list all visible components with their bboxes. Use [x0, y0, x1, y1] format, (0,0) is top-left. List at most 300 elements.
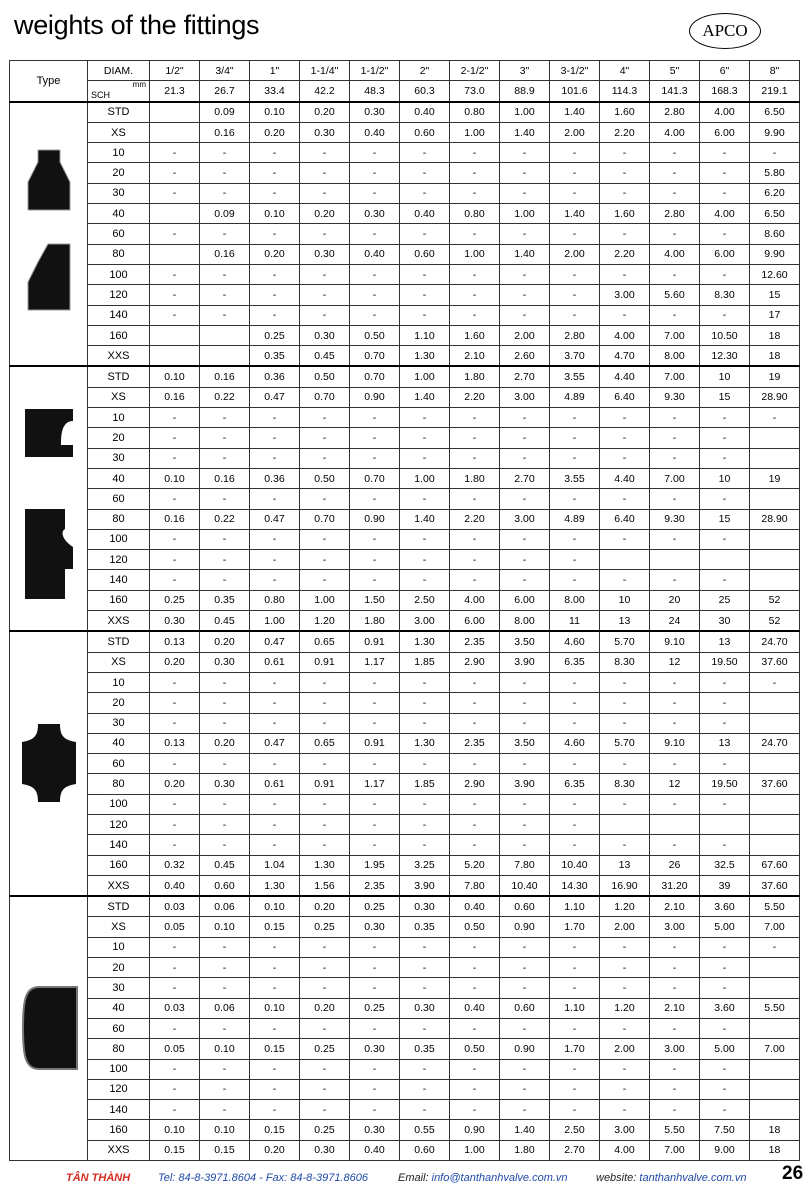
weight-cell: -	[450, 814, 500, 834]
weight-cell: -	[600, 428, 650, 448]
weight-cell: 0.06	[200, 896, 250, 917]
weight-cell: -	[550, 570, 600, 590]
weight-cell: -	[350, 529, 400, 549]
weight-cell: 10.40	[550, 855, 600, 875]
weight-cell: 0.32	[150, 855, 200, 875]
weight-cell: -	[200, 428, 250, 448]
weight-cell: -	[550, 550, 600, 570]
weight-cell: 0.30	[350, 917, 400, 937]
weight-cell: -	[500, 835, 550, 855]
weight-cell: 2.80	[650, 204, 700, 224]
weight-cell: 26	[650, 855, 700, 875]
weight-cell: 0.20	[300, 896, 350, 917]
sch-cell: 40	[88, 998, 150, 1018]
weight-cell: 1.20	[600, 896, 650, 917]
weight-cell: 0.30	[350, 1120, 400, 1140]
weight-cell: 0.40	[400, 102, 450, 123]
sch-cell: STD	[88, 896, 150, 917]
weight-cell: 1.80	[450, 366, 500, 387]
sch-cell: 100	[88, 264, 150, 284]
mm-value: 101.6	[550, 81, 600, 102]
weight-cell: 9.10	[650, 631, 700, 652]
weight-cell: -	[400, 570, 450, 590]
weight-cell: 5.60	[650, 285, 700, 305]
weight-cell: -	[300, 529, 350, 549]
weight-cell: -	[350, 264, 400, 284]
weight-cell: -	[350, 754, 400, 774]
weight-cell: -	[550, 264, 600, 284]
weight-cell: -	[150, 143, 200, 163]
sch-cell: 120	[88, 1079, 150, 1099]
weight-cell: 3.00	[650, 1039, 700, 1059]
weight-cell: -	[500, 448, 550, 468]
size-header: 1-1/4"	[300, 61, 350, 81]
weight-cell: -	[650, 163, 700, 183]
weight-cell: -	[600, 1018, 650, 1038]
table-row	[10, 387, 800, 407]
weight-cell: 0.40	[400, 204, 450, 224]
weight-cell: -	[250, 183, 300, 203]
weight-cell: 1.00	[300, 590, 350, 610]
weight-cell: 0.61	[250, 774, 300, 794]
footer-email-link[interactable]: info@tanthanhvalve.com.vn	[431, 1172, 568, 1184]
weight-cell: 6.40	[600, 387, 650, 407]
weight-cell: -	[150, 713, 200, 733]
weight-cell: -	[300, 1018, 350, 1038]
weight-cell: 2.70	[500, 366, 550, 387]
weight-cell	[600, 814, 650, 834]
weight-cell: 0.13	[150, 733, 200, 753]
sch-cell: 10	[88, 937, 150, 957]
weight-cell: -	[150, 224, 200, 244]
weight-cell: -	[200, 835, 250, 855]
weight-cell: -	[500, 428, 550, 448]
weight-cell: -	[250, 814, 300, 834]
weight-cell: 5.70	[600, 733, 650, 753]
sch-cell: 80	[88, 509, 150, 529]
table-row	[10, 346, 800, 367]
weight-cell: -	[750, 408, 800, 428]
weight-cell	[750, 570, 800, 590]
mm-value: 168.3	[700, 81, 750, 102]
table-row	[10, 183, 800, 203]
weight-cell: -	[450, 794, 500, 814]
weight-cell: 7.00	[750, 917, 800, 937]
weight-cell: 2.80	[650, 102, 700, 123]
weight-cell: 3.25	[400, 855, 450, 875]
weight-cell: 0.22	[200, 509, 250, 529]
weight-cell: -	[450, 693, 500, 713]
table-row	[10, 978, 800, 998]
weight-cell: -	[350, 183, 400, 203]
weight-cell: -	[400, 305, 450, 325]
weight-cell: 0.70	[300, 509, 350, 529]
table-row	[10, 774, 800, 794]
size-header: 3-1/2"	[550, 61, 600, 81]
weight-cell: 0.90	[350, 387, 400, 407]
weight-cell: -	[550, 183, 600, 203]
weight-cell: -	[450, 489, 500, 509]
weight-cell: -	[300, 794, 350, 814]
weight-cell: -	[500, 958, 550, 978]
weight-cell: -	[500, 489, 550, 509]
weight-cell: 7.50	[700, 1120, 750, 1140]
table-row	[10, 1059, 800, 1079]
weight-cell: 1.30	[250, 875, 300, 896]
weight-cell: 4.00	[700, 102, 750, 123]
weight-cell: 19	[750, 366, 800, 387]
weight-cell	[750, 428, 800, 448]
weight-cell: 1.30	[300, 855, 350, 875]
weight-cell: -	[450, 143, 500, 163]
weight-cell: -	[350, 1100, 400, 1120]
weight-cell: 4.00	[650, 244, 700, 264]
weight-cell: -	[550, 224, 600, 244]
weight-cell: -	[200, 937, 250, 957]
weight-cell: 1.80	[500, 1140, 550, 1160]
weight-cell: -	[700, 713, 750, 733]
weight-cell: -	[400, 143, 450, 163]
weight-cell	[750, 713, 800, 733]
weight-cell: -	[400, 550, 450, 570]
sch-cell: 60	[88, 754, 150, 774]
weight-cell: 0.65	[300, 733, 350, 753]
mm-value: 60.3	[400, 81, 450, 102]
weight-cell: 0.90	[500, 1039, 550, 1059]
weight-cell: 0.40	[150, 875, 200, 896]
weight-cell: -	[150, 794, 200, 814]
type-header: Type	[10, 61, 88, 102]
weight-cell: -	[600, 489, 650, 509]
weight-cell: -	[150, 529, 200, 549]
weight-cell: -	[350, 1018, 400, 1038]
weight-cell: -	[650, 428, 700, 448]
weight-cell: 15	[700, 509, 750, 529]
weight-cell: -	[200, 305, 250, 325]
table-row	[10, 468, 800, 488]
table-row	[10, 937, 800, 957]
weight-cell: -	[650, 754, 700, 774]
weight-cell	[700, 814, 750, 834]
weight-cell: -	[650, 1059, 700, 1079]
table-row	[10, 713, 800, 733]
weight-cell: 0.25	[300, 917, 350, 937]
table-row	[10, 428, 800, 448]
weight-cell: 1.30	[400, 346, 450, 367]
mm-value: 73.0	[450, 81, 500, 102]
weight-cell: 52	[750, 611, 800, 632]
weight-cell: 10	[600, 590, 650, 610]
weight-cell: 0.20	[200, 733, 250, 753]
weight-cell: 6.20	[750, 183, 800, 203]
weight-cell: -	[600, 408, 650, 428]
weight-cell: -	[350, 794, 400, 814]
tee-shape	[25, 409, 73, 457]
mm-value: 88.9	[500, 81, 550, 102]
page-number: 26	[782, 1163, 804, 1184]
cross-shape	[22, 724, 76, 802]
weight-cell: 0.35	[400, 917, 450, 937]
sch-cell: 20	[88, 958, 150, 978]
table-row	[10, 672, 800, 692]
weight-cell: -	[350, 958, 400, 978]
weight-cell: -	[200, 264, 250, 284]
weight-cell: 24.70	[750, 631, 800, 652]
weight-cell: 8.30	[600, 774, 650, 794]
weight-cell: 0.36	[250, 366, 300, 387]
weight-cell: -	[300, 1059, 350, 1079]
table-row	[10, 305, 800, 325]
weight-cell: -	[250, 978, 300, 998]
sch-cell: 30	[88, 713, 150, 733]
weight-cell: -	[450, 1059, 500, 1079]
table-row	[10, 835, 800, 855]
weight-cell: -	[250, 489, 300, 509]
table-row	[10, 143, 800, 163]
weight-cell: -	[350, 937, 400, 957]
weight-cell: 0.30	[300, 1140, 350, 1160]
size-header: 4"	[600, 61, 650, 81]
weight-cell: -	[350, 285, 400, 305]
weight-cell: -	[650, 408, 700, 428]
table-row	[10, 448, 800, 468]
weight-cell: -	[700, 693, 750, 713]
weight-cell: 0.09	[200, 102, 250, 123]
weight-cell: -	[600, 570, 650, 590]
sch-cell: XXS	[88, 346, 150, 367]
weight-cell: -	[250, 570, 300, 590]
weight-cell: -	[150, 693, 200, 713]
weight-cell: 17	[750, 305, 800, 325]
sch-cell: 10	[88, 143, 150, 163]
weight-cell: 1.60	[600, 102, 650, 123]
weight-cell: -	[300, 1100, 350, 1120]
weight-cell: -	[650, 1100, 700, 1120]
weight-cell: 3.50	[500, 733, 550, 753]
weight-cell: 0.60	[200, 875, 250, 896]
weight-cell: -	[350, 693, 400, 713]
weight-cell: -	[450, 978, 500, 998]
weight-cell: 4.40	[600, 366, 650, 387]
sch-cell: 160	[88, 1120, 150, 1140]
weight-cell: -	[700, 224, 750, 244]
weight-cell: -	[550, 1059, 600, 1079]
weight-cell: 2.80	[550, 325, 600, 345]
table-row	[10, 917, 800, 937]
sch-cell: STD	[88, 366, 150, 387]
weight-cell: 3.00	[650, 917, 700, 937]
weight-cell: 0.90	[350, 509, 400, 529]
weight-cell: -	[650, 570, 700, 590]
weight-cell: 1.70	[550, 917, 600, 937]
weight-cell: 39	[700, 875, 750, 896]
mm-value: 26.7	[200, 81, 250, 102]
weight-cell: 0.13	[150, 631, 200, 652]
weight-cell: -	[200, 224, 250, 244]
table-row	[10, 244, 800, 264]
weight-cell: -	[200, 285, 250, 305]
weight-cell: 0.16	[200, 468, 250, 488]
weight-cell: -	[350, 570, 400, 590]
weight-cell: -	[650, 529, 700, 549]
weight-cell: 6.50	[750, 102, 800, 123]
mm-value: 33.4	[250, 81, 300, 102]
weight-cell: -	[500, 1018, 550, 1038]
weight-cell: -	[450, 529, 500, 549]
weight-cell: 7.00	[650, 325, 700, 345]
weight-cell: -	[650, 958, 700, 978]
weight-cell: -	[350, 224, 400, 244]
weight-cell: -	[250, 285, 300, 305]
weight-cell: -	[150, 408, 200, 428]
weight-cell: -	[500, 285, 550, 305]
weight-cell: 0.05	[150, 917, 200, 937]
weight-cell: -	[700, 264, 750, 284]
weight-cell: 6.40	[600, 509, 650, 529]
table-row	[10, 998, 800, 1018]
weight-cell: -	[150, 570, 200, 590]
weight-cell: -	[600, 978, 650, 998]
table-row	[10, 102, 800, 123]
weight-cell: 2.35	[350, 875, 400, 896]
weight-cell: 0.47	[250, 387, 300, 407]
footer-email-label: Email:	[398, 1172, 429, 1184]
weight-cell: -	[700, 408, 750, 428]
weight-cell: -	[400, 693, 450, 713]
weight-cell: 4.00	[700, 204, 750, 224]
weight-cell: -	[200, 1100, 250, 1120]
diam-header: DIAM.	[88, 61, 150, 81]
weight-cell: 7.00	[650, 1140, 700, 1160]
weight-cell: -	[450, 305, 500, 325]
sch-cell: XXS	[88, 611, 150, 632]
table-row	[10, 590, 800, 610]
weight-cell: 0.15	[250, 1120, 300, 1140]
weight-cell: -	[200, 1018, 250, 1038]
weight-cell: -	[350, 978, 400, 998]
weight-cell: -	[450, 163, 500, 183]
weight-cell: -	[700, 1079, 750, 1099]
weight-cell: 8.00	[500, 611, 550, 632]
weight-cell: -	[400, 1079, 450, 1099]
type-image-tee	[10, 366, 88, 631]
weight-cell: 0.30	[400, 998, 450, 1018]
weight-cell	[750, 754, 800, 774]
weight-cell: 1.40	[400, 387, 450, 407]
sch-cell: XXS	[88, 875, 150, 896]
sch-cell: 100	[88, 1059, 150, 1079]
weight-cell: 1.56	[300, 875, 350, 896]
weight-cell: -	[200, 672, 250, 692]
weight-cell: 0.25	[150, 590, 200, 610]
sch-cell: XS	[88, 387, 150, 407]
weight-cell: -	[650, 305, 700, 325]
footer-website-link[interactable]: tanthanhvalve.com.vn	[639, 1172, 747, 1184]
weight-cell: -	[400, 814, 450, 834]
weight-cell: 0.40	[450, 998, 500, 1018]
table-row	[10, 754, 800, 774]
weight-cell: -	[600, 1079, 650, 1099]
sch-cell: 40	[88, 204, 150, 224]
weight-cell	[150, 204, 200, 224]
weight-cell: -	[450, 408, 500, 428]
weight-cell: 1.04	[250, 855, 300, 875]
table-row	[10, 163, 800, 183]
weight-cell: 0.06	[200, 998, 250, 1018]
weight-cell: 5.50	[650, 1120, 700, 1140]
weight-cell: -	[250, 428, 300, 448]
weight-cell	[750, 693, 800, 713]
weight-cell: 4.00	[450, 590, 500, 610]
weight-cell: 2.35	[450, 733, 500, 753]
weight-cell: -	[650, 835, 700, 855]
weight-cell: 0.47	[250, 733, 300, 753]
weight-cell: 0.05	[150, 1039, 200, 1059]
weight-cell: -	[650, 264, 700, 284]
weight-cell: 1.17	[350, 652, 400, 672]
weight-cell: -	[650, 183, 700, 203]
table-row	[10, 1039, 800, 1059]
weight-cell: 0.10	[250, 204, 300, 224]
weight-cell: -	[600, 754, 650, 774]
weight-cell: 0.10	[200, 917, 250, 937]
weight-cell: 0.15	[250, 917, 300, 937]
weight-cell: -	[300, 693, 350, 713]
weight-cell	[750, 1059, 800, 1079]
weight-cell: -	[500, 264, 550, 284]
weight-cell: 0.03	[150, 998, 200, 1018]
sch-cell: 60	[88, 489, 150, 509]
weight-cell	[150, 102, 200, 123]
weight-cell: 67.60	[750, 855, 800, 875]
table-row	[10, 325, 800, 345]
weight-cell: 7.00	[650, 366, 700, 387]
weight-cell: -	[350, 713, 400, 733]
weight-cell: 7.00	[750, 1039, 800, 1059]
weight-cell: -	[250, 794, 300, 814]
weight-cell: 0.10	[150, 468, 200, 488]
weight-cell: 0.30	[200, 774, 250, 794]
weight-cell: 0.30	[400, 896, 450, 917]
weight-cell: -	[200, 163, 250, 183]
weight-cell: -	[250, 448, 300, 468]
weight-cell: 28.90	[750, 509, 800, 529]
weight-cell: -	[600, 835, 650, 855]
weight-cell: 1.10	[550, 896, 600, 917]
weight-cell: 1.80	[350, 611, 400, 632]
weight-cell: -	[550, 1079, 600, 1099]
weight-cell: -	[600, 672, 650, 692]
mm-value: 219.1	[750, 81, 800, 102]
weight-cell: 1.00	[500, 102, 550, 123]
sch-cell: 60	[88, 224, 150, 244]
table-row	[10, 611, 800, 632]
weight-cell: -	[600, 693, 650, 713]
weight-cell: -	[550, 1018, 600, 1038]
weight-cell: 30	[700, 611, 750, 632]
table-row	[10, 122, 800, 142]
weight-cell: -	[650, 224, 700, 244]
weight-cell: -	[350, 448, 400, 468]
weight-cell: -	[300, 143, 350, 163]
size-header: 1-1/2"	[350, 61, 400, 81]
weight-cell: -	[400, 448, 450, 468]
size-header: 3"	[500, 61, 550, 81]
weight-cell: -	[600, 224, 650, 244]
weight-cell: 0.10	[150, 366, 200, 387]
weight-cell: 0.70	[300, 387, 350, 407]
weight-cell: -	[700, 448, 750, 468]
